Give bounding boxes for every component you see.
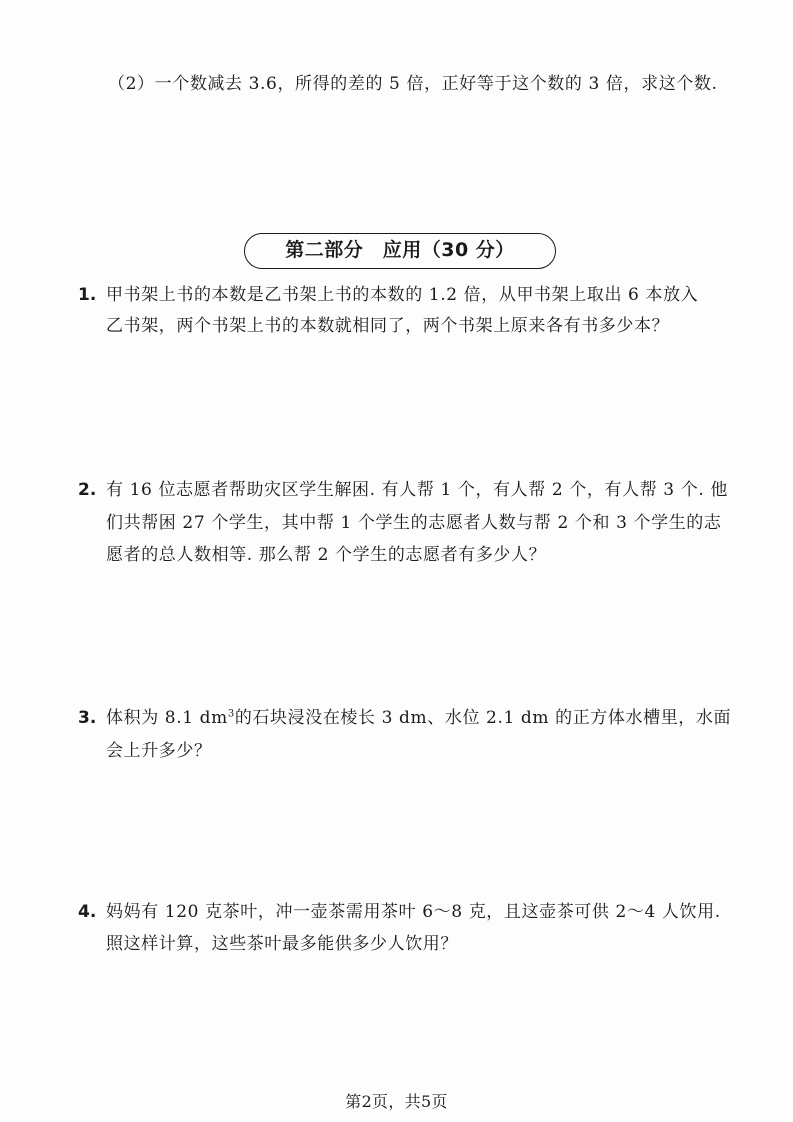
question-4-number: 4. <box>78 902 97 922</box>
question-3-line-1-end: 的石块浸没在棱长 3 dm、水位 2.1 dm 的正方体水槽里，水面 <box>234 708 732 728</box>
cubic-exponent: 3 <box>227 708 235 720</box>
question-3-line-2: 会上升多少？ <box>106 741 212 761</box>
question-4-line-2: 照这样计算，这些茶叶最多能供多少人饮用？ <box>106 934 458 954</box>
question-3-number: 3. <box>78 708 97 728</box>
question-1-number: 1. <box>78 285 97 305</box>
question-3-line-1 <box>106 706 731 730</box>
previous-item-2: （2）一个数减去 3.6，所得的差的 5 倍，正好等于这个数的 3 倍，求这个数. <box>108 74 718 94</box>
question-2-number: 2. <box>78 480 97 500</box>
question-1-line-2: 乙书架，两个书架上书的本数就相同了，两个书架上原来各有书多少本？ <box>106 316 670 336</box>
question-2-line-3: 愿者的总人数相等. 那么帮 2 个学生的志愿者有多少人？ <box>106 545 547 565</box>
page-footer: 第2页，共5页 <box>345 1092 448 1111</box>
question-1-line-1: 甲书架上书的本数是乙书架上书的本数的 1.2 倍，从甲书架上取出 6 本放入 <box>106 285 699 305</box>
section-title-banner: 第二部分 应用（30 分） <box>244 233 556 269</box>
question-2-line-1: 有 16 位志愿者帮助灾区学生解困. 有人帮 1 个，有人帮 2 个，有人帮 3 个. 他 <box>106 480 728 500</box>
question-4-line-1: 妈妈有 120 克茶叶，冲一壶茶需用茶叶 6～8 克，且这壶茶可供 2～4 人饮用. <box>106 902 721 922</box>
question-3-line-1-start: 体积为 8.1 dm <box>106 708 228 728</box>
question-2-line-2: 们共帮困 27 个学生，其中帮 1 个学生的志愿者人数与帮 2 个和 3 个学生的志 <box>106 513 722 533</box>
